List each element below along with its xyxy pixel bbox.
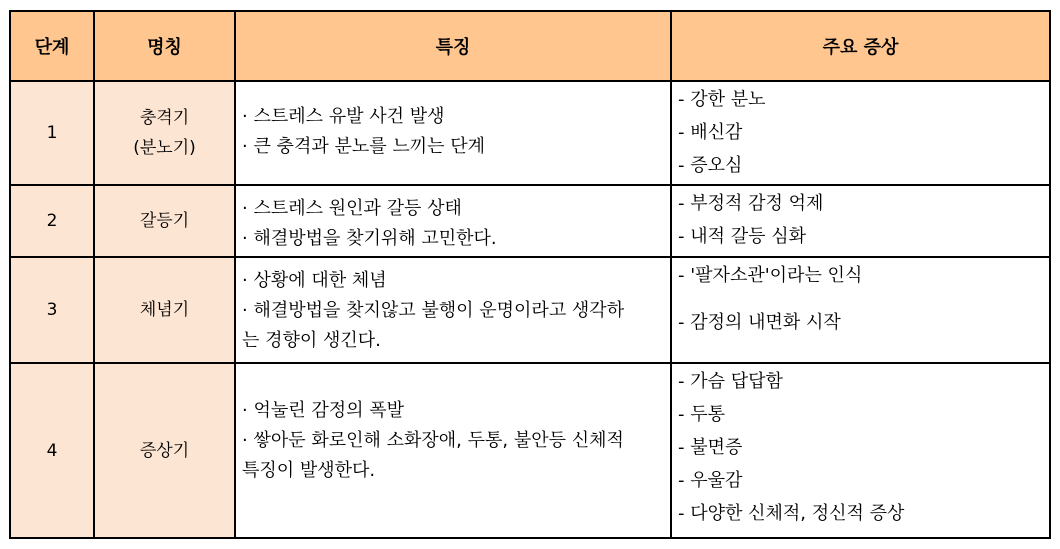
- stage-name-line: 증상기: [139, 440, 190, 461]
- feature-line: 는 경향이 생긴다.: [242, 330, 381, 351]
- stage-name: [94, 257, 235, 363]
- symptom-item: - 감정의 내면화 시작: [678, 312, 841, 333]
- table-row: [10, 257, 1050, 363]
- feature-line: · 해결방법을 찾지않고 불행이 운명이라고 생각하: [242, 300, 625, 321]
- table-row: [10, 185, 1050, 257]
- feature-line: · 억눌린 감정의 폭발: [242, 400, 404, 421]
- stage-name-line: (분노기): [133, 138, 196, 158]
- symptom-item: - 내적 갈등 심화: [678, 226, 806, 247]
- stage-name-line: 충격기: [139, 108, 190, 128]
- stage-features: [235, 257, 671, 363]
- stage-name: [94, 363, 235, 538]
- stage-features: [235, 81, 671, 185]
- stage-number: 3: [10, 257, 94, 363]
- feature-line: · 쌓아둔 화로인해 소화장애, 두통, 불안등 신체적: [242, 430, 624, 451]
- feature-line: · 큰 충격과 분노를 느끼는 단계: [242, 136, 485, 157]
- stage-name: [94, 185, 235, 257]
- stage-features: [235, 363, 671, 538]
- stage-features: [235, 185, 671, 257]
- symptom-item: - 가슴 답답함: [678, 371, 783, 392]
- header-features: 특징: [235, 11, 671, 81]
- symptom-item: - 증오심: [678, 155, 743, 176]
- feature-line: · 해결방법을 찾기위해 고민한다.: [242, 228, 497, 249]
- header-symptoms: 주요 증상: [671, 11, 1050, 81]
- stress-stage-table: [9, 10, 1051, 539]
- spacer: [678, 292, 1043, 306]
- feature-line: · 상황에 대한 체념: [242, 270, 387, 291]
- symptom-item: - 다양한 신체적, 정신적 증상: [678, 503, 905, 524]
- symptom-item: - 배신감: [678, 122, 743, 143]
- stage-name-line: 체념기: [139, 300, 190, 320]
- table-row: [10, 363, 1050, 538]
- stage-name: [94, 81, 235, 185]
- symptom-item: - '팔자소관'이라는 인식: [678, 265, 863, 286]
- stage-symptoms: [671, 257, 1050, 363]
- header-name: 명칭: [94, 11, 235, 81]
- header-stage: 단계: [10, 11, 94, 81]
- symptom-item: - 두통: [678, 404, 725, 425]
- header-row: [10, 11, 1050, 81]
- symptom-item: - 불면증: [678, 437, 743, 458]
- stage-number: 1: [10, 81, 94, 185]
- feature-line: · 스트레스 유발 사건 발생: [242, 106, 445, 127]
- stage-name-line: 갈등기: [139, 211, 190, 231]
- symptom-item: - 강한 분노: [678, 89, 766, 110]
- stage-symptoms: [671, 81, 1050, 185]
- stage-number: 4: [10, 363, 94, 538]
- stage-number: 2: [10, 185, 94, 257]
- stage-symptoms: [671, 185, 1050, 257]
- table-row: [10, 81, 1050, 185]
- stage-symptoms: [671, 363, 1050, 538]
- symptom-item: - 부정적 감정 억제: [678, 193, 824, 214]
- feature-line: · 스트레스 원인과 갈등 상태: [242, 198, 462, 219]
- feature-line: 특징이 발생한다.: [242, 460, 376, 481]
- symptom-item: - 우울감: [678, 470, 743, 491]
